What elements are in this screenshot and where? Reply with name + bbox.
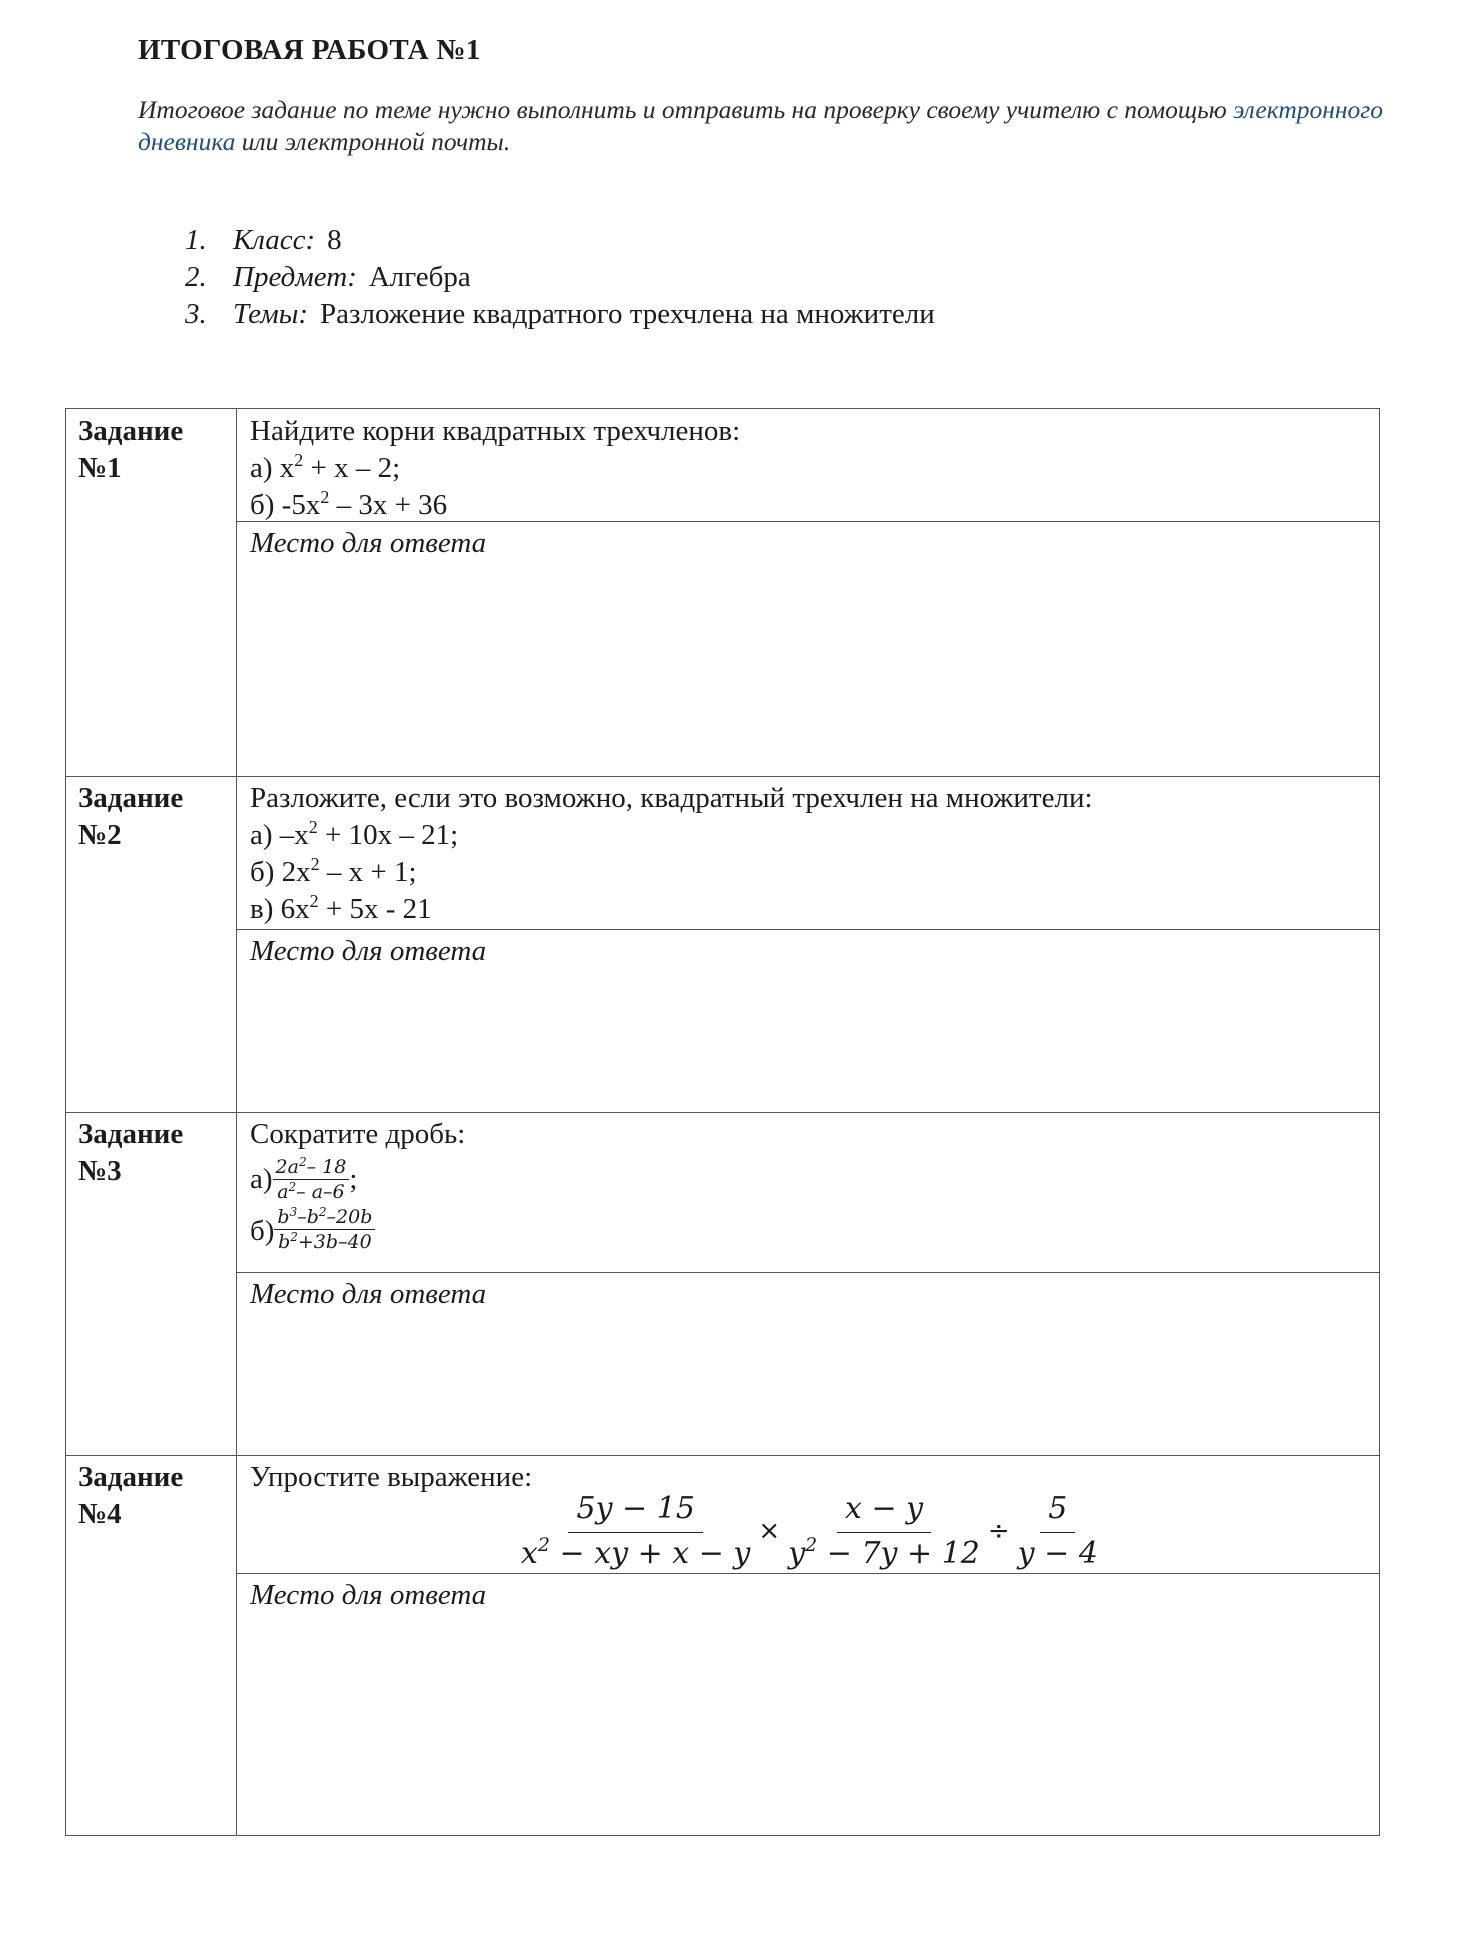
math-term: –b xyxy=(297,1206,319,1228)
divide-operator: ÷ xyxy=(987,1516,1010,1546)
task-item-fraction-b xyxy=(250,1205,465,1249)
meta-number: 1. xyxy=(185,224,207,256)
exponent: 2 xyxy=(308,817,318,837)
exponent: 2 xyxy=(294,450,304,470)
task-heading-number: №2 xyxy=(78,819,122,851)
expression-fraction-1 xyxy=(521,1488,750,1575)
row-divider xyxy=(236,521,1379,522)
task-3-prompt xyxy=(250,1116,465,1249)
fraction-numerator xyxy=(274,1205,375,1230)
task-4-prompt xyxy=(250,1459,532,1496)
task-1-answer-area[interactable]: Место для ответа xyxy=(250,527,487,559)
task-item xyxy=(250,891,1093,928)
meta-number: 3. xyxy=(185,298,207,330)
task-heading-number: №3 xyxy=(78,1155,122,1187)
tasks-table xyxy=(65,408,1380,1836)
math-term: +3b–40 xyxy=(297,1231,372,1249)
fraction-denominator xyxy=(277,1180,344,1204)
task-1-heading xyxy=(78,413,183,487)
task-3-answer-area[interactable]: Место для ответа xyxy=(250,1278,487,1310)
task-heading-word: Задание xyxy=(78,782,184,814)
math-term: a xyxy=(277,1180,289,1203)
page-title: ИТОГОВАЯ РАБОТА №1 xyxy=(138,34,481,66)
math-term: − xy + x − y xyxy=(550,1535,751,1571)
fraction-denominator xyxy=(521,1533,750,1575)
meta-number: 2. xyxy=(185,261,207,293)
math-term: y xyxy=(788,1535,806,1571)
meta-grade xyxy=(185,222,935,259)
row-divider xyxy=(66,776,1379,777)
exponent: 3 xyxy=(289,1205,298,1219)
task-heading-number: №1 xyxy=(78,452,122,484)
task-prompt-text: Сократите дробь: xyxy=(250,1118,466,1150)
multiply-operator: × xyxy=(758,1516,781,1546)
task-4-heading xyxy=(78,1459,183,1533)
meta-label: Темы: xyxy=(233,298,309,330)
row-divider xyxy=(236,1573,1379,1574)
task-item xyxy=(250,817,1093,854)
fraction-numerator: 5 xyxy=(1040,1488,1075,1533)
math-term: b xyxy=(277,1206,290,1228)
math-term: b xyxy=(278,1231,291,1249)
item-text: б) 2x xyxy=(250,856,311,888)
task-heading-word: Задание xyxy=(78,415,184,447)
task-2-prompt xyxy=(250,780,1093,928)
task-prompt-text: Найдите корни квадратных трехчленов: xyxy=(250,415,741,447)
column-divider xyxy=(236,409,237,1835)
task-2-heading xyxy=(78,780,183,854)
row-divider xyxy=(236,929,1379,930)
task-prompt-text: Разложите, если это возможно, квадратный трехчлен на множители: xyxy=(250,782,1093,814)
row-divider xyxy=(236,1272,1379,1273)
task-item xyxy=(250,450,740,487)
exponent: 2 xyxy=(290,1230,298,1244)
intro-text-end: или электронной почты. xyxy=(235,127,511,156)
fraction-numerator xyxy=(273,1155,350,1180)
math-term: x xyxy=(521,1535,538,1571)
task-4-answer-area[interactable]: Место для ответа xyxy=(250,1579,487,1611)
meta-value: Разложение квадратного трехчлена на множители xyxy=(320,298,935,330)
intro-text-start: Итоговое задание по теме нужно выполнить и отправить на проверку своему учителю с помощью xyxy=(138,95,1234,124)
meta-value: Алгебра xyxy=(368,261,471,293)
fraction-denominator: y − 4 xyxy=(1017,1535,1098,1571)
meta-label: Класс: xyxy=(233,224,316,256)
exponent: 2 xyxy=(320,487,330,507)
task-heading-word: Задание xyxy=(78,1118,184,1150)
item-text: + x – 2; xyxy=(303,452,401,484)
task-4-expression xyxy=(521,1481,1098,1581)
meta-label: Предмет: xyxy=(233,261,357,293)
item-text: + 5x - 21 xyxy=(318,893,432,925)
intro-text xyxy=(138,94,1383,158)
assignment-meta-list xyxy=(185,222,935,333)
item-label: б) xyxy=(250,1215,275,1247)
exponent: 2 xyxy=(537,1533,551,1556)
item-text: – x + 1; xyxy=(319,856,417,888)
item-text: б) -5x xyxy=(250,489,321,521)
e-diary-link[interactable]: электронного дневника xyxy=(138,95,1383,156)
task-prompt-text: Упростите выражение: xyxy=(250,1461,533,1493)
task-heading-number: №4 xyxy=(78,1498,122,1530)
fraction-b xyxy=(274,1205,375,1249)
meta-subject xyxy=(185,259,935,296)
fraction-numerator: x − y xyxy=(837,1488,931,1533)
item-punctuation: ; xyxy=(349,1162,358,1195)
fraction-numerator: 5y − 15 xyxy=(568,1488,702,1533)
math-term: 2a xyxy=(275,1155,299,1178)
row-divider xyxy=(66,1455,1379,1456)
item-text: + 10x – 21; xyxy=(317,819,459,851)
fraction-a xyxy=(273,1155,350,1204)
exponent: 2 xyxy=(310,854,320,874)
item-text: в) 6x xyxy=(250,893,310,925)
exponent: 2 xyxy=(805,1533,818,1556)
math-term: − 7y + 12 xyxy=(817,1535,980,1571)
task-heading-word: Задание xyxy=(78,1461,184,1493)
expression-fraction-2 xyxy=(788,1488,980,1575)
exponent: 2 xyxy=(318,1205,327,1219)
expression-fraction-3 xyxy=(1018,1488,1098,1575)
exponent: 2 xyxy=(288,1179,297,1194)
task-2-answer-area[interactable]: Место для ответа xyxy=(250,935,487,967)
meta-topic xyxy=(185,296,935,333)
math-term: – 18 xyxy=(306,1155,347,1178)
exponent: 2 xyxy=(298,1154,307,1169)
math-term: – a–6 xyxy=(296,1180,345,1203)
exponent: 2 xyxy=(309,891,319,911)
fraction-denominator xyxy=(788,1533,980,1575)
math-term: –20b xyxy=(326,1206,373,1228)
fraction-denominator xyxy=(278,1230,372,1249)
task-1-prompt xyxy=(250,413,740,524)
item-text: а) x xyxy=(250,452,295,484)
task-3-heading xyxy=(78,1116,183,1190)
item-text: а) –x xyxy=(250,819,309,851)
row-divider xyxy=(66,1112,1379,1113)
task-item-fraction-a xyxy=(250,1153,465,1205)
task-item xyxy=(250,854,1093,891)
task-item xyxy=(250,487,740,524)
item-text: – 3x + 36 xyxy=(329,489,448,521)
item-label: а) xyxy=(250,1162,273,1195)
meta-value: 8 xyxy=(327,224,342,256)
